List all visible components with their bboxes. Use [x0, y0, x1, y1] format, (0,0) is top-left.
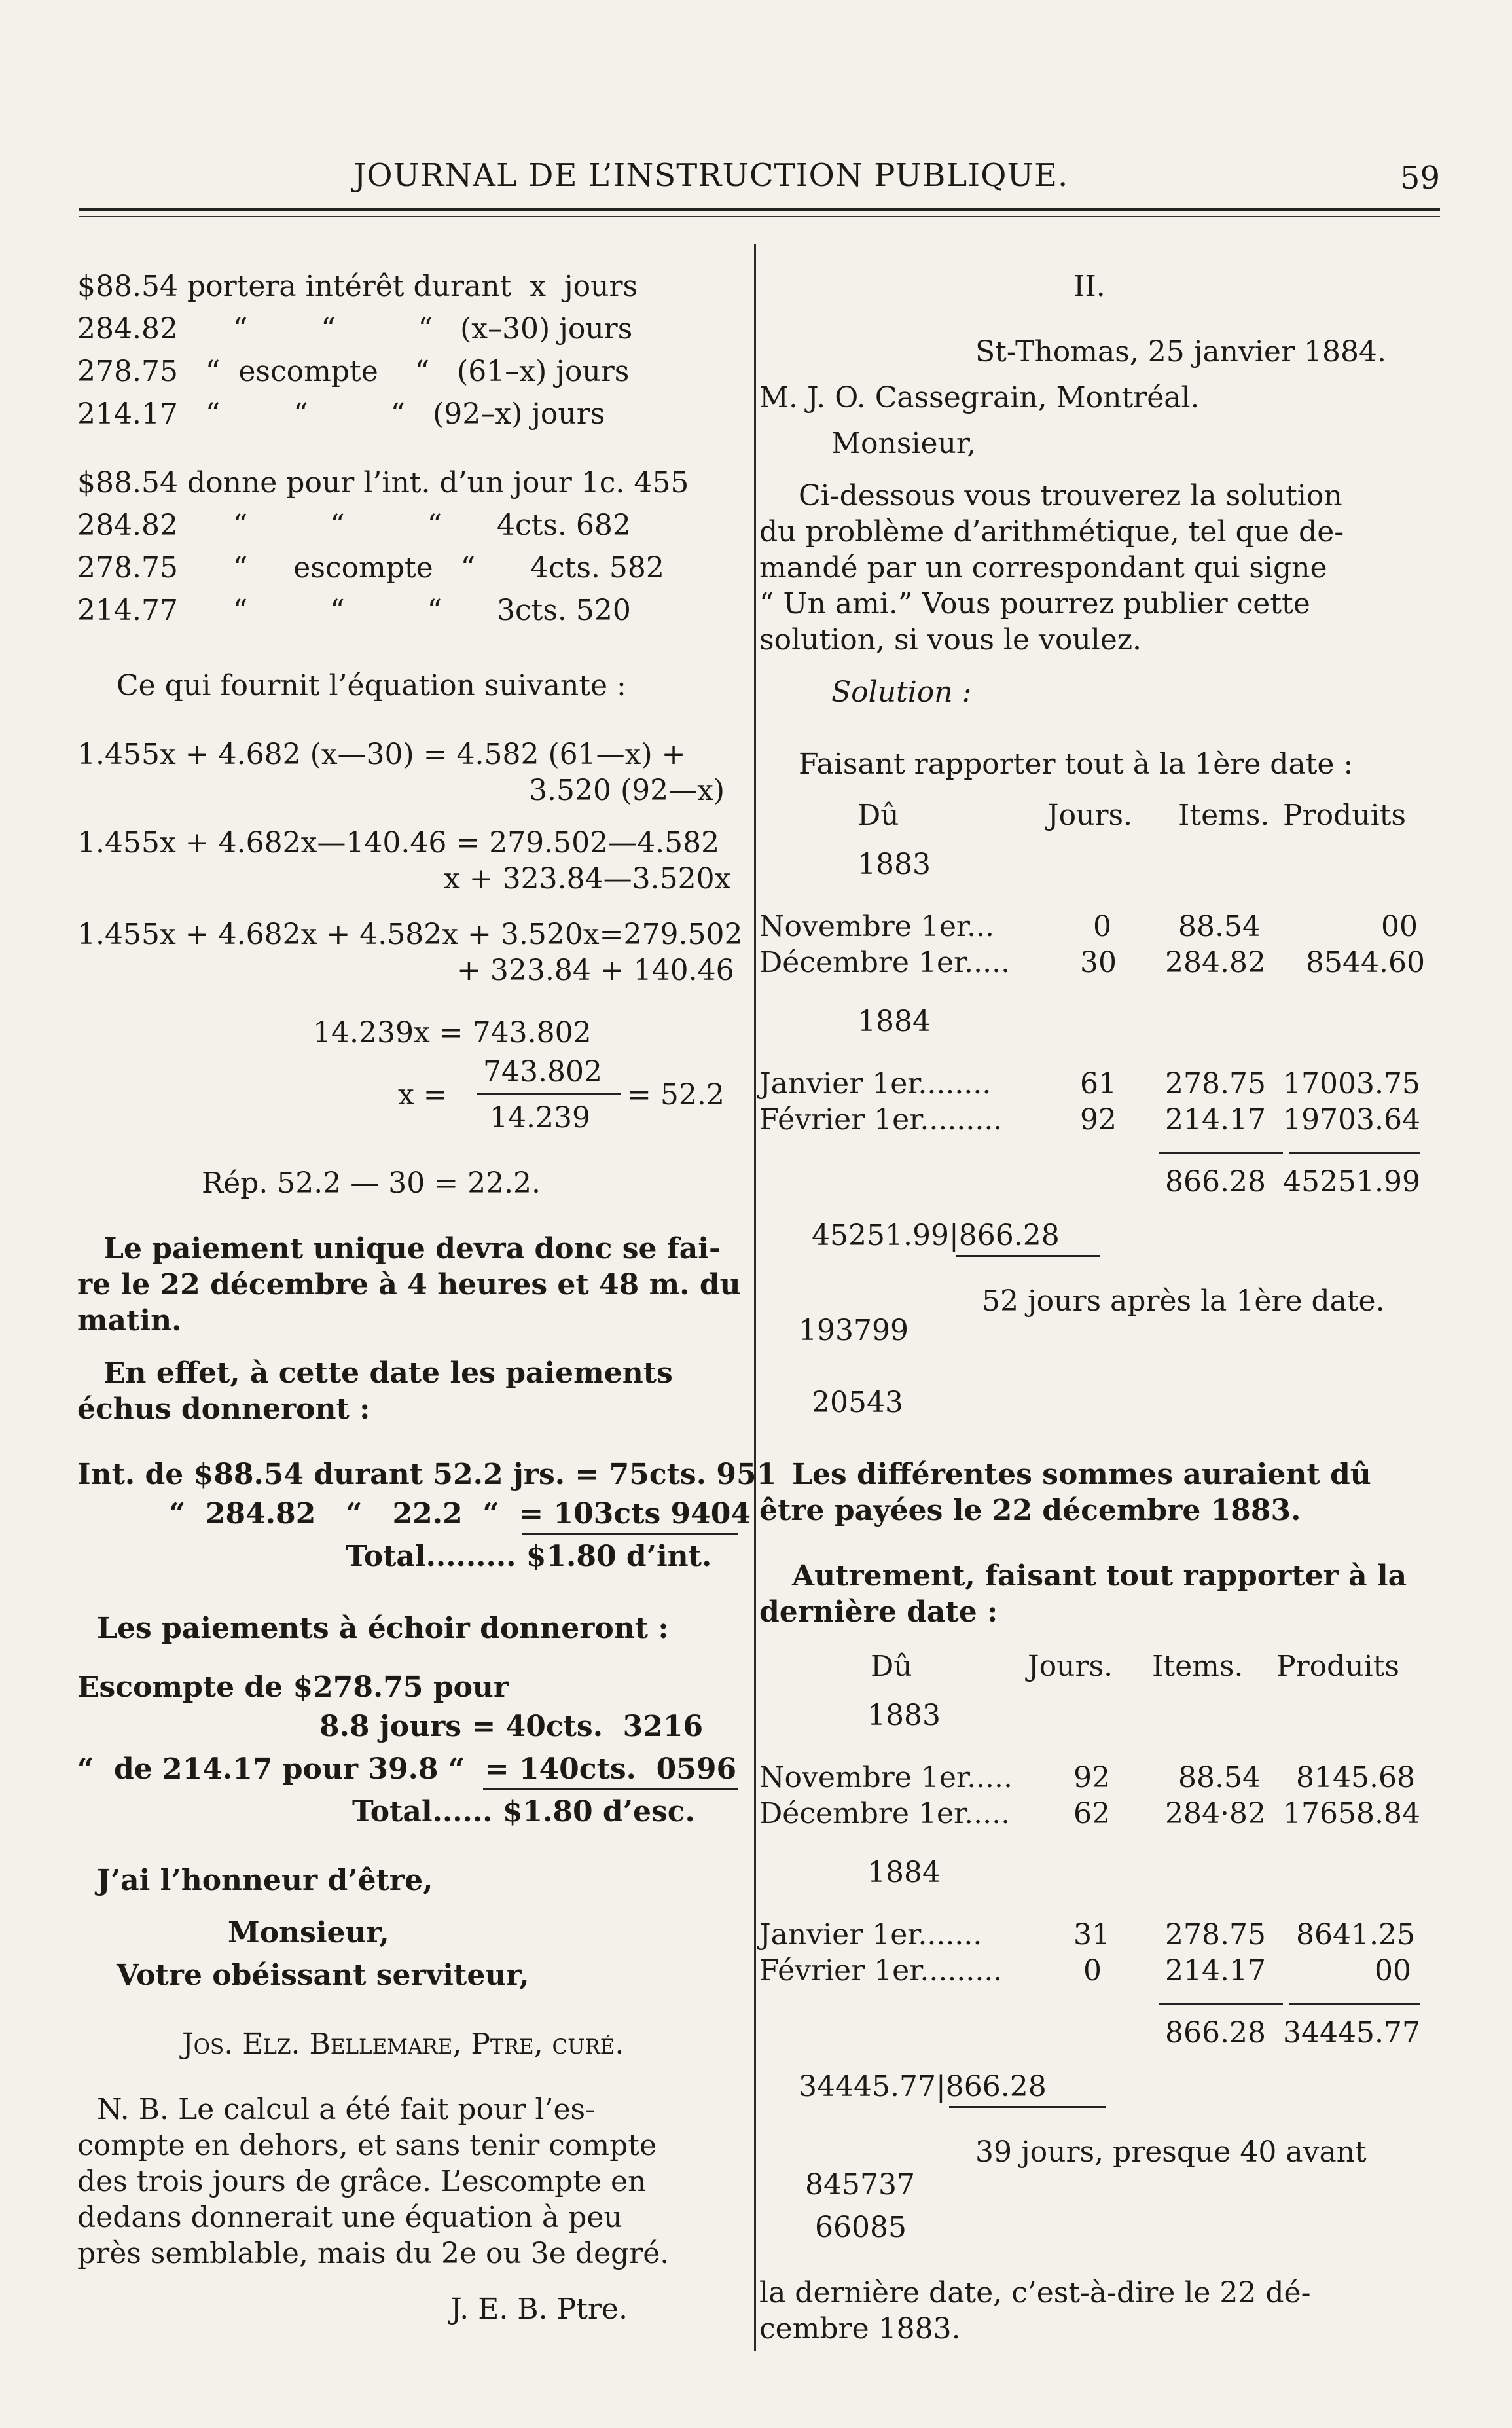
total-items: 866.28 [1165, 1165, 1266, 1199]
cell-days: 62 [1073, 1797, 1110, 1830]
cell-date: Décembre 1er..... [759, 1797, 1011, 1830]
total-products: 34445.77 [1283, 2016, 1420, 2050]
part2-intro: dernière date : [759, 1595, 998, 1629]
journal-title: JOURNAL DE L’INSTRUCTION PUBLIQUE. [353, 157, 1069, 194]
cell-item: 284.82 [1165, 946, 1266, 979]
cell-product: 8145.68 [1296, 1761, 1415, 1794]
total-products: 45251.99 [1283, 1165, 1420, 1199]
interest-line: 214.17 “ “ “ (92–x) jours [77, 397, 605, 431]
intro-line: du problème d’arithmétique, tel que de- [759, 515, 1344, 549]
final-line: cembre 1883. [759, 2312, 961, 2346]
part1-intro: Faisant rapporter tout à la 1ère date : [799, 748, 1354, 781]
year-row [759, 1856, 1427, 1893]
cell-days: 92 [1073, 1761, 1110, 1794]
col-header: Produits [1276, 1650, 1399, 1683]
division-result: 52 jours après la 1ère date. [982, 1284, 1385, 1318]
cell-product: 8544.60 [1306, 946, 1425, 979]
table-row [759, 1761, 1427, 1798]
year-label: 1883 [867, 1699, 941, 1732]
division-remainder: 193799 [799, 1314, 909, 1347]
section-numeral: II. [1073, 270, 1106, 303]
total-rule [1159, 1152, 1283, 1154]
cell-date: Février 1er......... [759, 1954, 1003, 1987]
fraction-denominator: 14.239 [490, 1101, 590, 1134]
intro-line: Ci-dessous vous trouverez la solution [799, 479, 1342, 513]
nb-line: dedans donnerait une équation à peu [77, 2201, 622, 2234]
discount-line: Escompte de $278.75 pour [77, 1671, 509, 1704]
total-items: 866.28 [1165, 2016, 1266, 2050]
nb-line: près semblable, mais du 2e ou 3e degré. [77, 2237, 670, 2270]
cell-item: 278.75 [1165, 1067, 1266, 1100]
cell-product: 19703.64 [1283, 1103, 1420, 1136]
cell-days: 31 [1073, 1918, 1110, 1951]
conclusion-line: Les différentes sommes auraient dû [792, 1458, 1371, 1491]
paragraph-line: En effet, à cette date les paiements [103, 1356, 673, 1390]
col-header: Jours. [1028, 1650, 1113, 1683]
fraction-bar [477, 1093, 621, 1095]
discount-line: 8.8 jours = 40cts. 3216 [319, 1710, 704, 1743]
cell-product: 00 [1381, 910, 1418, 943]
intro-line: “ Un ami.” Vous pourrez publier cette [759, 587, 1310, 621]
col-header: Items. [1178, 799, 1270, 832]
table-row [759, 1954, 1427, 1991]
equation-line: + 323.84 + 140.46 [457, 954, 734, 987]
equation-line: 14.239x = 743.802 [313, 1016, 592, 1049]
addressee: M. J. O. Cassegrain, Montréal. [759, 381, 1200, 414]
totals-row [759, 1165, 1427, 1202]
interest-total: Total......... $1.80 d’int. [346, 1540, 712, 1573]
col-header: Produits [1283, 799, 1406, 832]
cell-date: Janvier 1er........ [759, 1067, 992, 1100]
col-header: Dû [857, 799, 899, 832]
header-rule-thin [79, 216, 1440, 217]
nb-signature: J. E. B. Ptre. [450, 2292, 628, 2326]
interest-line: $88.54 portera intérêt durant x jours [77, 270, 638, 303]
nb-line: compte en dehors, et sans tenir compte [77, 2129, 657, 2162]
closing-line: Votre obéissant serviteur, [117, 1959, 530, 1992]
totals-row [759, 2016, 1427, 2053]
division-remainder: 845737 [805, 2168, 915, 2202]
paragraph-line: Le paiement unique devra donc se fai- [103, 1232, 721, 1265]
part2-intro: Autrement, faisant tout rapporter à la [792, 1559, 1407, 1593]
equation-line: 1.455x + 4.682 (x—30) = 4.582 (61—x) + [77, 738, 686, 771]
cell-date: Janvier 1er....... [759, 1918, 982, 1951]
cell-product: 17658.84 [1283, 1797, 1420, 1830]
closing-line: Monsieur, [228, 1916, 389, 1949]
cell-product: 00 [1375, 1954, 1411, 1987]
cell-days: 30 [1080, 946, 1117, 979]
answer-line: Rép. 52.2 — 30 = 22.2. [202, 1167, 541, 1200]
table-row [759, 1103, 1427, 1140]
cell-date: Novembre 1er..... [759, 1761, 1013, 1794]
equation-line: 3.520 (92—x) [529, 774, 725, 807]
year-label: 1884 [867, 1856, 941, 1889]
closing-line: J’ai l’honneur d’être, [97, 1864, 433, 1897]
col-header: Dû [871, 1650, 912, 1683]
equation-intro: Ce qui fournit l’équation suivante : [117, 669, 626, 702]
cell-item: 278.75 [1165, 1918, 1266, 1951]
paragraph-line: re le 22 décembre à 4 heures et 48 m. du [77, 1268, 741, 1301]
discount-intro: Les paiements à échoir donneront : [97, 1612, 669, 1645]
equation-line: 1.455x + 4.682x—140.46 = 279.502—4.582 [77, 826, 720, 860]
daily-line: 214.77 “ “ “ 3cts. 520 [77, 594, 631, 627]
table-header-row [759, 1650, 1427, 1686]
nb-line: N. B. Le calcul a été fait pour l’es- [97, 2093, 595, 2126]
cell-item: 214.17 [1165, 1954, 1266, 1987]
cell-days: 92 [1080, 1103, 1117, 1136]
cell-item: 88.54 [1178, 910, 1261, 943]
division-line: 45251.99|866.28 [812, 1219, 1060, 1252]
discount-line: “ de 214.17 pour 39.8 “ = 140cts. 0596 [77, 1752, 737, 1786]
cell-item: 284·82 [1165, 1797, 1266, 1830]
year-row [759, 1699, 1427, 1735]
total-rule [522, 1533, 738, 1535]
discount-total: Total...... $1.80 d’esc. [352, 1795, 695, 1828]
cell-product: 8641.25 [1296, 1918, 1415, 1951]
daily-line: 284.82 “ “ “ 4cts. 682 [77, 509, 631, 542]
column-divider [754, 244, 756, 2351]
table-row [759, 910, 1427, 947]
division-remainder: 66085 [815, 2211, 907, 2244]
year-label: 1884 [857, 1005, 931, 1038]
cell-item: 88.54 [1178, 1761, 1261, 1794]
signature: Jos. Elz. Bellemare, Ptre, curé. [182, 2027, 624, 2061]
interest-line: 278.75 “ escompte “ (61–x) jours [77, 355, 630, 388]
division-result: 39 jours, presque 40 avant [975, 2135, 1367, 2169]
daily-line: $88.54 donne pour l’int. d’un jour 1c. 455 [77, 466, 689, 499]
intro-line: solution, si vous le voulez. [759, 623, 1142, 657]
conclusion-line: être payées le 22 décembre 1883. [759, 1494, 1301, 1527]
nb-line: des trois jours de grâce. L’escompte en [77, 2165, 647, 2198]
col-header: Jours. [1047, 799, 1133, 832]
paragraph-line: matin. [77, 1304, 182, 1337]
table-row [759, 946, 1427, 983]
final-line: la dernière date, c’est-à-dire le 22 dé- [759, 2276, 1311, 2310]
total-rule [1289, 1152, 1420, 1154]
cell-date: Novembre 1er... [759, 910, 995, 943]
solution-label: Solution : [831, 676, 972, 709]
division-line: 34445.77|866.28 [799, 2070, 1047, 2103]
place-date: St-Thomas, 25 janvier 1884. [975, 335, 1386, 369]
year-row [759, 1005, 1427, 1042]
intro-line: mandé par un correspondant qui signe [759, 551, 1327, 585]
division-rule [956, 1255, 1100, 1257]
total-rule [1159, 2003, 1283, 2005]
fraction-numerator: 743.802 [483, 1055, 602, 1089]
col-header: Items. [1152, 1650, 1244, 1683]
table-header-row [759, 799, 1427, 835]
cell-days: 0 [1083, 1954, 1102, 1987]
salutation: Monsieur, [831, 427, 977, 460]
equation-line: 1.455x + 4.682x + 4.582x + 3.520x=279.502 [77, 918, 743, 951]
cell-item: 214.17 [1165, 1103, 1266, 1136]
cell-date: Février 1er......... [759, 1103, 1003, 1136]
page-header [79, 157, 1440, 203]
equation-line: x + 323.84—3.520x [444, 862, 731, 896]
year-row [759, 848, 1427, 884]
fraction-rhs: = 52.2 [627, 1078, 725, 1112]
division-rule [949, 2106, 1106, 2108]
cell-days: 61 [1080, 1067, 1117, 1100]
table-row [759, 1067, 1427, 1104]
division-remainder: 20543 [812, 1386, 903, 1419]
total-rule [483, 1788, 738, 1790]
header-rule [79, 208, 1440, 211]
interest-line: 284.82 “ “ “ (x–30) jours [77, 312, 633, 346]
paragraph-line: échus donneront : [77, 1392, 370, 1426]
total-rule [1289, 2003, 1420, 2005]
table-row [759, 1797, 1427, 1834]
fraction-lhs: x = [398, 1078, 448, 1112]
interest-calc-line: Int. de $88.54 durant 52.2 jrs. = 75cts. 951 [77, 1458, 777, 1491]
cell-date: Décembre 1er..... [759, 946, 1011, 979]
daily-line: 278.75 “ escompte “ 4cts. 582 [77, 551, 664, 585]
cell-days: 0 [1093, 910, 1111, 943]
table-row [759, 1918, 1427, 1955]
cell-product: 17003.75 [1283, 1067, 1420, 1100]
year-label: 1883 [857, 848, 931, 881]
interest-calc-line: “ 284.82 “ 22.2 “ = 103cts 9404 [169, 1497, 751, 1531]
page-number: 59 [1399, 160, 1440, 196]
